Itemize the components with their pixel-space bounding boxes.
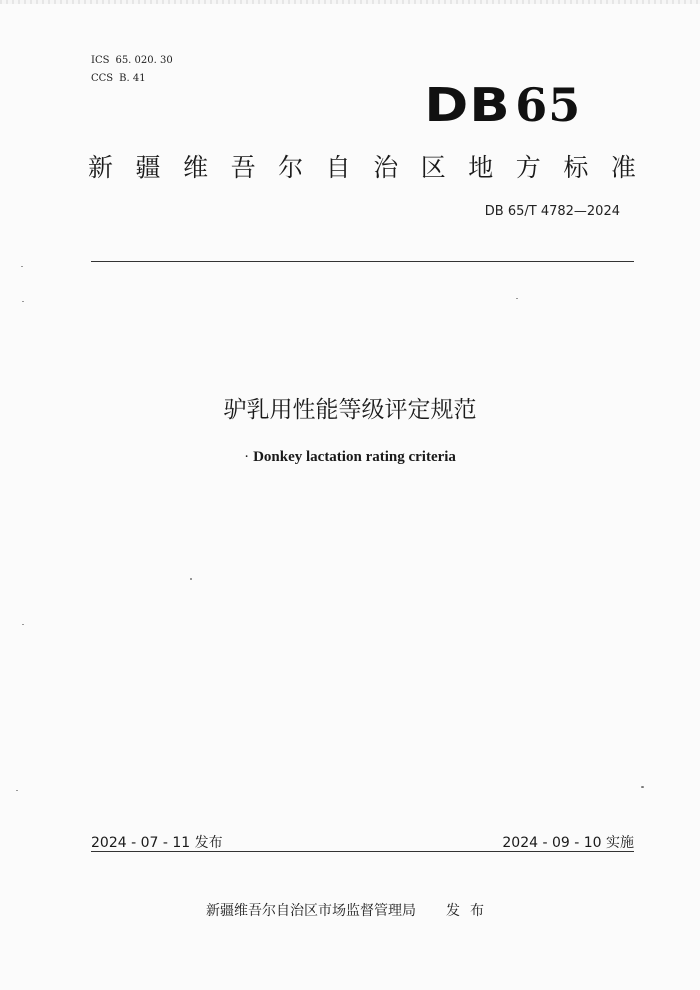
db-standard-logo (424, 78, 582, 132)
scan-speck (22, 624, 24, 625)
logo-prefix: DB (424, 78, 511, 132)
scan-speck (641, 786, 644, 788)
scan-speck (516, 298, 518, 299)
classification-block (91, 52, 173, 88)
authority-char: 治 (373, 153, 399, 182)
logo-number: 65 (515, 78, 582, 132)
ics-label: ICS (91, 55, 110, 66)
bullet-mark: · (244, 449, 250, 465)
standard-authority (88, 148, 636, 184)
header-divider (91, 261, 634, 262)
authority-char: 准 (610, 153, 636, 182)
authority-char: 吾 (230, 153, 256, 182)
title-english-line (0, 449, 700, 466)
authority-char: 尔 (278, 153, 304, 182)
issuing-authority (0, 900, 700, 920)
scan-speck (22, 301, 24, 302)
effective-date: 2024 - 09 - 10 实施 (502, 835, 634, 851)
ics-row (91, 52, 173, 70)
issue-date: 2024 - 07 - 11 发布 (91, 835, 223, 851)
scan-speck (190, 578, 192, 580)
title-chinese: 驴乳用性能等级评定规范 (223, 397, 477, 423)
issuer-name: 新疆维吾尔自治区市场监督管理局 (206, 903, 416, 919)
scan-edge (0, 0, 700, 4)
authority-char: 自 (325, 153, 351, 182)
authority-char: 地 (468, 153, 494, 182)
ccs-row (91, 70, 173, 88)
footer-divider (91, 851, 634, 852)
authority-char: 维 (183, 153, 209, 182)
authority-char: 疆 (135, 153, 161, 182)
title-english: Donkey lactation rating criteria (253, 449, 456, 465)
scan-speck (21, 266, 23, 267)
authority-char: 新 (88, 153, 114, 182)
authority-char: 区 (420, 153, 446, 182)
ccs-label: CCS (91, 73, 114, 84)
scan-speck (16, 790, 18, 791)
ccs-code: B. 41 (119, 73, 146, 84)
authority-char: 方 (515, 153, 541, 182)
issuer-verb: 发布 (446, 903, 494, 919)
authority-char: 标 (563, 153, 589, 182)
document-number: DB 65/T 4782—2024 (484, 204, 620, 219)
ics-code: 65. 020. 30 (115, 55, 173, 66)
